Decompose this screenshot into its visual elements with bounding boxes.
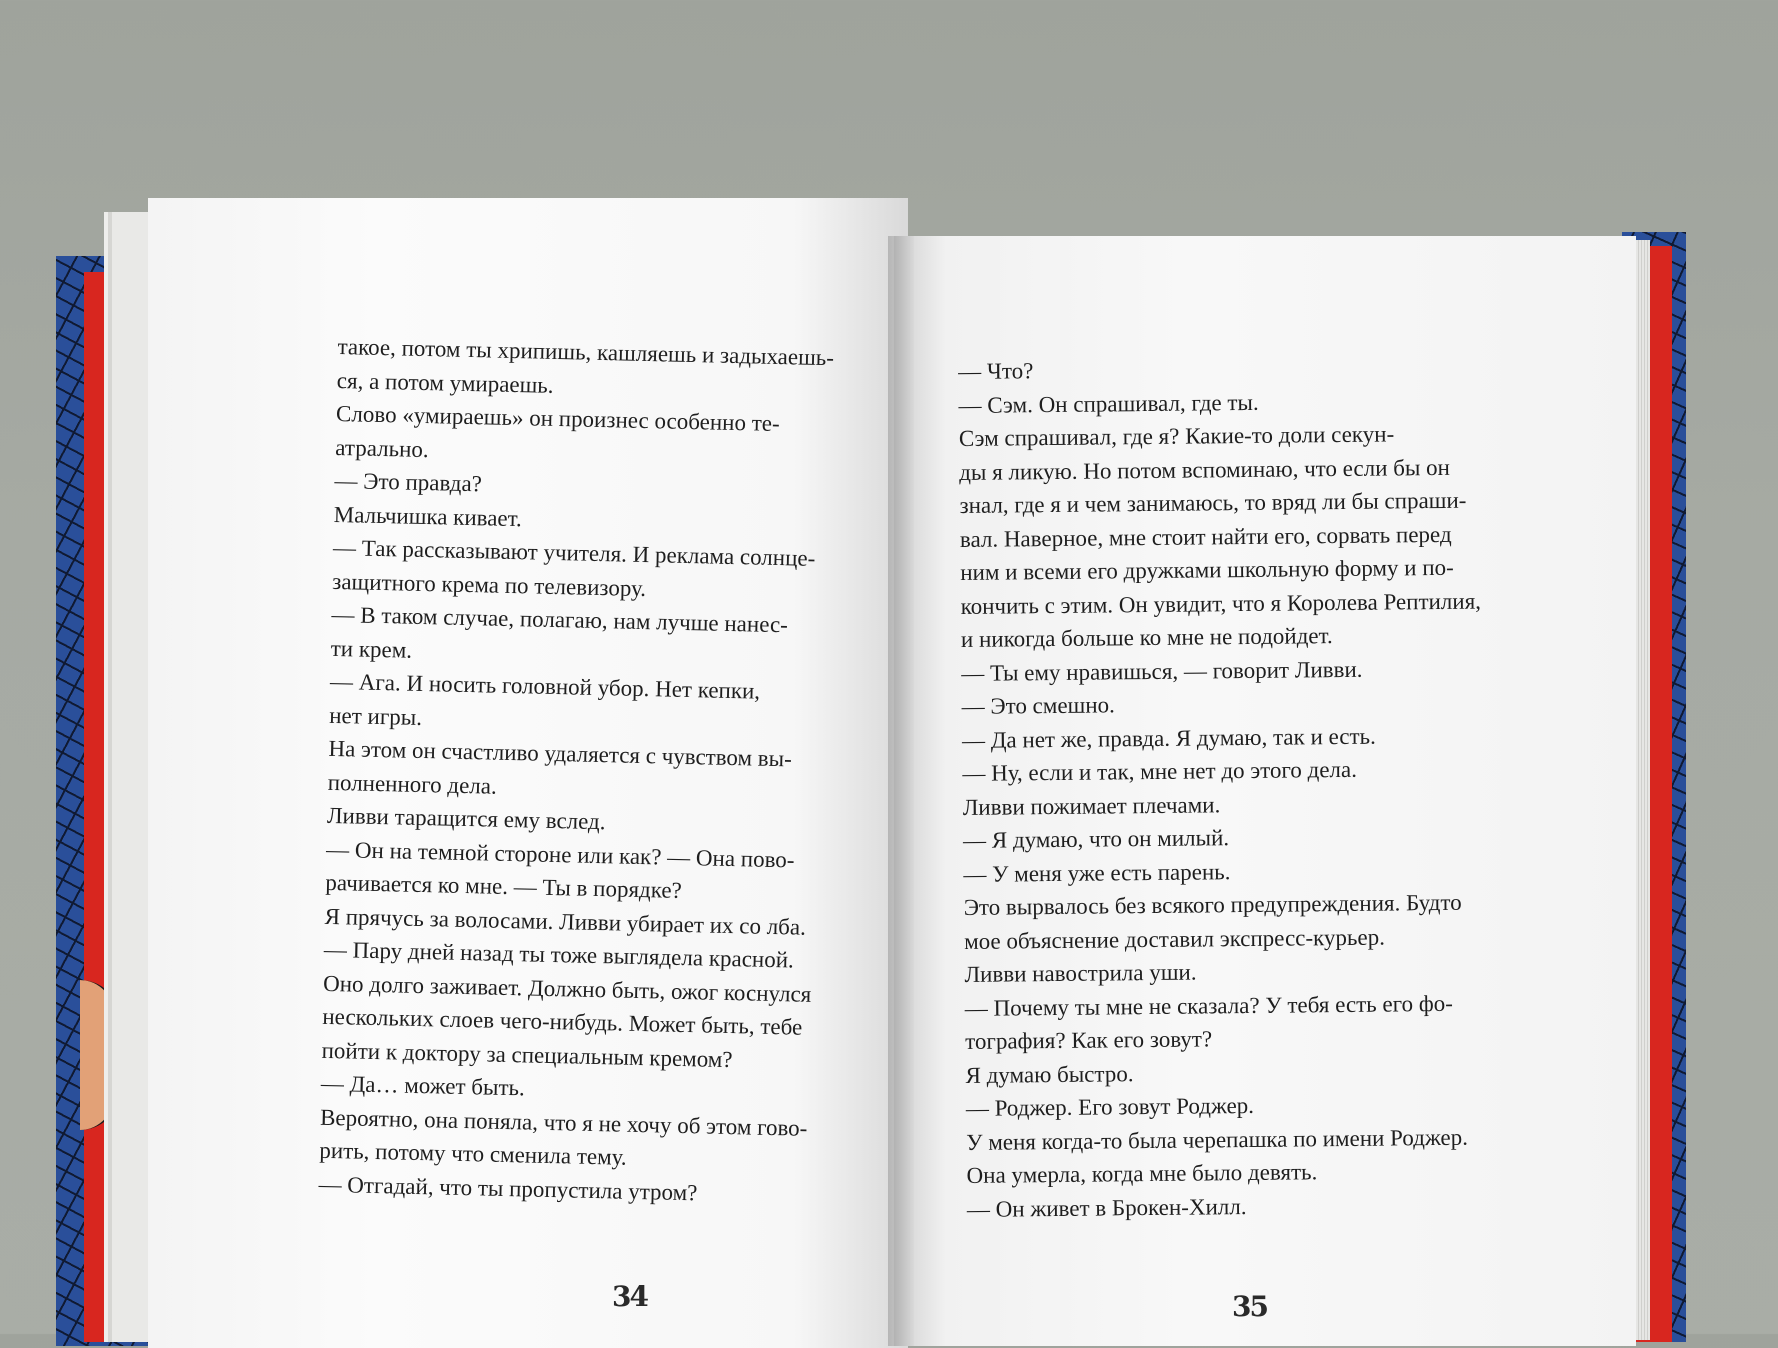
text-line: атрально. [335,434,429,462]
text-line: рачивается ко мне. — Ты в порядке? [325,869,683,903]
text-line: Ливви пожимает плечами. [962,791,1221,820]
text-line: — Это смешно. [961,692,1115,719]
text-line: — Он на темной стороне или как? — Она пово- [325,836,795,872]
text-line: Слово «умираешь» он произнес особенно те- [335,400,780,437]
text-line: — Роджер. Его зовут Роджер. [965,1092,1255,1121]
text-line: защитного крема по телевизору. [332,568,647,601]
text-line: — В таком случае, полагаю, нам лучше нанес- [331,601,789,638]
left-page-number: 34 [612,1280,647,1313]
text-line: тография? Как его зовут? [965,1026,1213,1054]
text-line: — Пару дней назад ты тоже выглядела красной. [323,936,795,973]
text-line: пойти к доктору за специальным кремом? [321,1037,733,1072]
text-line: Она умерла, когда мне было девять. [966,1159,1318,1188]
text-line: — Да нет же, правда. Я думаю, так и есть. [961,723,1376,753]
text-line: — Ты ему нравишься, — говорит Ливви. [961,656,1363,686]
text-line: полненного дела. [327,769,498,799]
text-line: Сэм спрашивал, где я? Какие-то доли секун- [958,421,1395,451]
text-line: нет игры. [328,702,423,730]
text-line: мое объяснение доставил экспресс-курьер. [964,924,1386,954]
text-line: — Что? [958,358,1034,384]
text-line: — Ага. И носить головной убор. Нет кепки, [329,668,761,704]
text-line: Оно долго заживает. Должно быть, ожог коснулся [322,970,812,1007]
text-line: — Ну, если и так, мне нет до этого дела. [962,756,1358,786]
text-line: рить, потому что сменила тему. [319,1137,627,1170]
text-line: — Так рассказывают учителя. И реклама солнце- [332,534,816,571]
text-line: вал. Наверное, мне стоит найти его, сорвать перед [959,521,1452,552]
text-line: Вероятно, она поняла, что я не хочу об этом гово- [319,1104,808,1141]
text-line: знал, где я и чем занимаюсь, то вряд ли бы спраши- [959,487,1467,518]
text-line: ти крем. [330,635,413,663]
text-line: ся, а потом умираешь. [336,367,554,398]
text-line: — Сэм. Он спрашивал, где ты. [958,389,1259,418]
text-line: — Отгадай, что ты пропустила утром? [318,1171,698,1205]
text-line: — Да… может быть. [320,1070,526,1101]
text-line: — У меня уже есть парень. [963,858,1231,887]
text-line: У меня когда-то была черепашка по имени Роджер. [966,1124,1469,1155]
right-page-text [958,349,1527,1226]
text-line: нескольких слоев чего-нибудь. Может быть, тебе [322,1003,803,1040]
text-line: такое, потом ты хрипишь, кашляешь и задыхаешь- [337,333,835,371]
text-line: ним и всеми его дружками школьную форму и по- [960,554,1454,585]
text-line: — Почему ты мне не сказала? У тебя есть его фо- [964,990,1453,1021]
text-line: Это вырвалось без всякого предупреждения. Будто [963,889,1462,920]
text-line: ды я ликую. Но потом вспоминаю, что если бы он [959,454,1451,485]
text-line: — Это правда? [334,467,483,497]
left-page-text [318,330,898,1213]
right-page-stack [1636,240,1650,1340]
right-page-number: 35 [1232,1290,1267,1323]
text-line: и никогда больше ко мне не подойдет. [960,623,1333,652]
text-line: — Я думаю, что он милый. [962,825,1230,853]
text-line: — Он живет в Брокен-Хилл. [966,1193,1247,1222]
text-line: Я прячусь за волосами. Ливви убирает их со лба. [324,903,807,940]
text-line: Мальчишка кивает. [333,501,523,531]
text-line: кончить с этим. Он увидит, что я Королева Рептилия, [960,588,1482,619]
text-line: Ливви таращится ему вслед. [326,802,606,835]
text-line: Ливви навострила уши. [964,959,1197,987]
text-line: Я думаю быстро. [965,1060,1134,1088]
text-line: На этом он счастливо удаляется с чувством вы- [328,735,793,772]
